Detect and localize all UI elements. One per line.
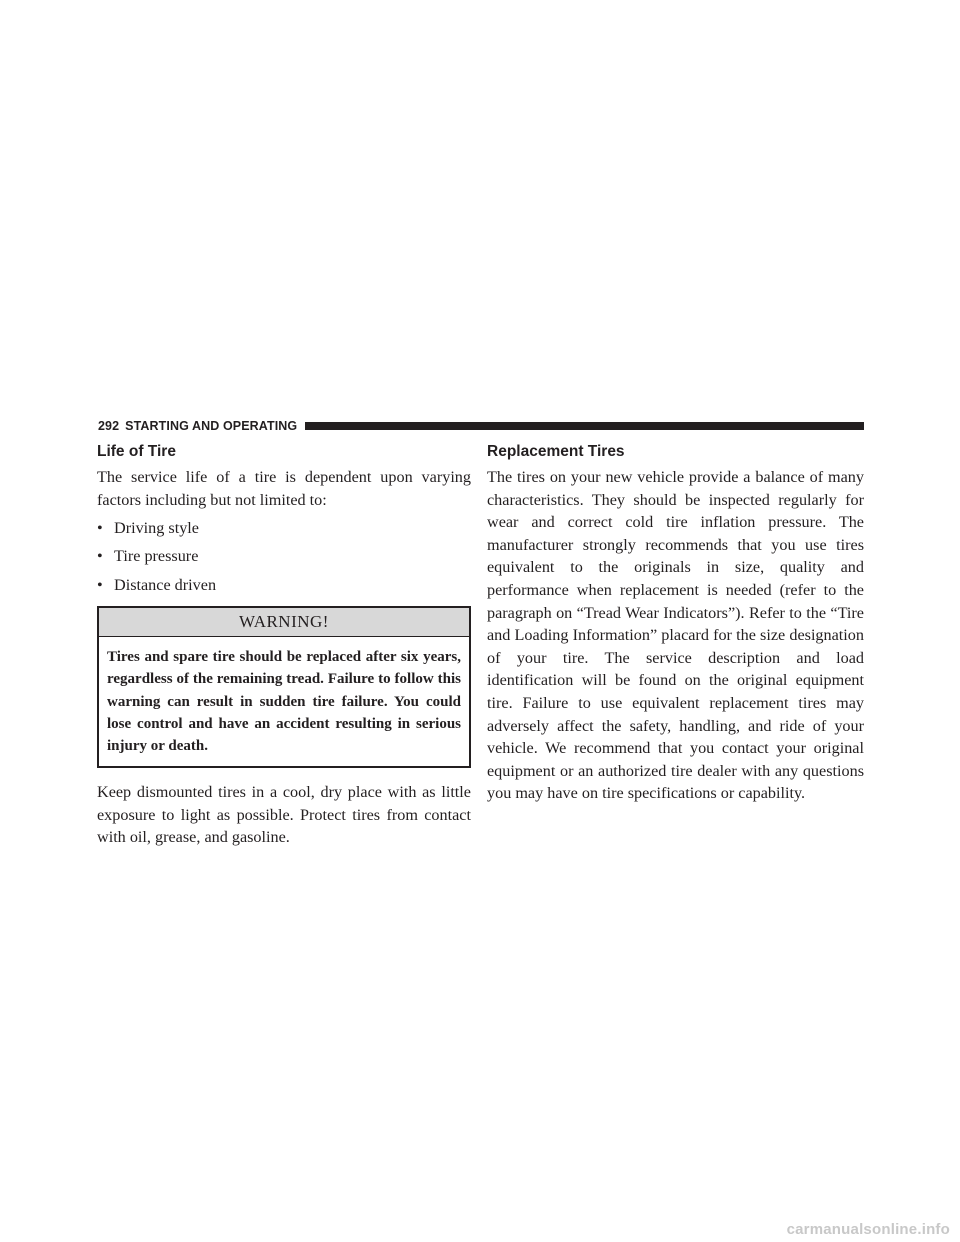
list-item-text: Driving style (114, 519, 199, 538)
bullet-icon: • (97, 547, 103, 566)
bullet-icon: • (97, 519, 103, 538)
header-rule (305, 422, 864, 430)
page-number: 292 (98, 419, 120, 433)
list-item-text: Distance driven (114, 575, 217, 594)
list-item (97, 545, 471, 568)
right-column (487, 442, 864, 805)
page-header (98, 418, 864, 434)
replacement-tires-heading: Replacement Tires (487, 443, 625, 460)
life-of-tire-intro: The service life of a tire is dependent upon varying factors including but not limited to: (97, 468, 471, 509)
warning-text: Tires and spare tire should be replaced after six years, regardless of the remaining tread. Failure to follow this warning can result in sudden tire failure. You could lose control and have an accident resulting in serious injury or death. (107, 649, 461, 754)
list-item (97, 517, 471, 540)
bullet-icon: • (97, 575, 103, 594)
section-title: STARTING AND OPERATING (125, 419, 298, 433)
list-item-text: Tire pressure (114, 547, 199, 566)
warning-title: WARNING! (99, 608, 469, 637)
warning-box (97, 606, 471, 768)
factor-list (97, 517, 471, 596)
watermark: carmanualsonline.info (786, 1221, 950, 1238)
storage-paragraph: Keep dismounted tires in a cool, dry place with as little exposure to light as possible. Protect tires from contact with oil, grease, and gasoline. (97, 783, 471, 847)
replacement-tires-body: The tires on your new vehicle provide a balance of many characteristics. They should be inspected regularly for wear and correct cold tire inflation pressure. The manufacturer strongly recommends that you use tires equivalent to the originals in size, quality and performance when replacement is needed (refer to the paragraph on “Tread Wear Indicators”). Refer to the “Tire and Loading Information” placard for the size designation of your tire. The service description and load identification will be found on the original equipment tire. Failure to use equivalent replacement tires may adversely affect the safety, handling, and ride of your vehicle. We recommend that you contact your original equipment or an authorized tire dealer with any questions you may have on tire specifications or capability. (487, 468, 864, 803)
list-item (97, 574, 471, 597)
left-column (97, 442, 471, 849)
life-of-tire-heading: Life of Tire (97, 443, 176, 460)
